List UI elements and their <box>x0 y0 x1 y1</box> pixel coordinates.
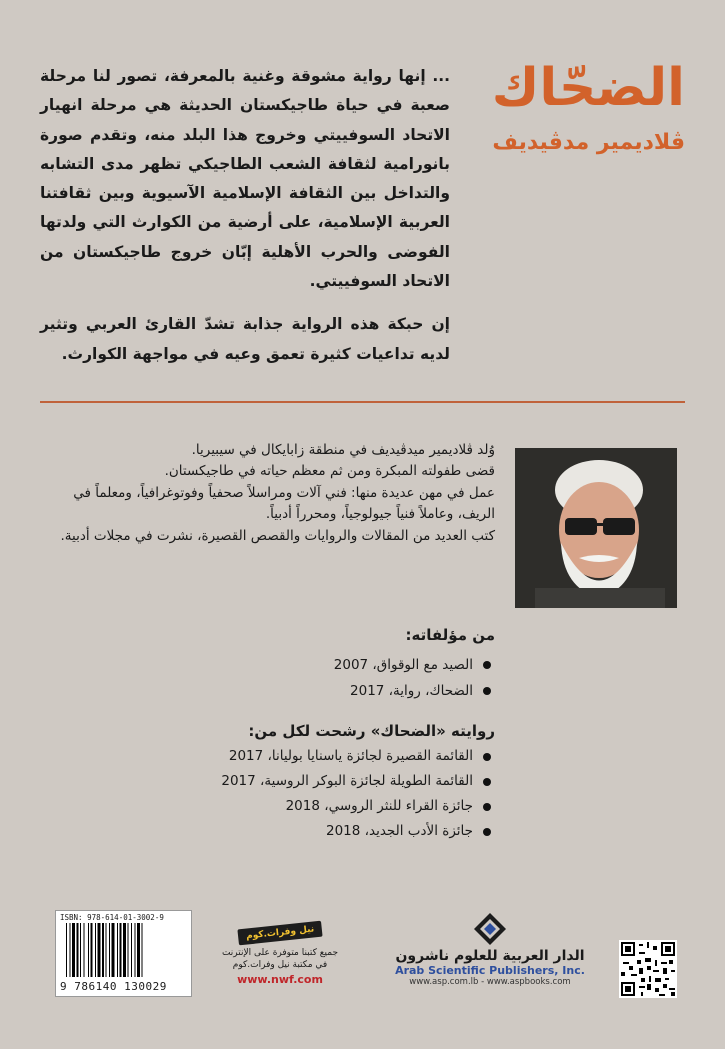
works-heading: من مؤلفاته: <box>405 626 495 644</box>
publisher-name-ar: الدار العربية للعلوم ناشرون <box>395 948 585 964</box>
award-item: جائزة الأدب الجديد، 2018 <box>55 819 495 844</box>
award-item: جائزة القراء للنثر الروسي، 2018 <box>55 794 495 819</box>
section-divider <box>40 401 685 403</box>
bio-line: قضى طفولته المبكرة ومن ثم معظم حياته في طاجيكستان. <box>164 463 495 480</box>
barcode-bars <box>66 923 181 977</box>
bio-line: عمل في مهن عديدة منها: فني آلات ومراسلاً صحفياً وفوتوغرافياً، ومعلماً في الريف، وعاملاً فنياً جيولوجياً، ومحرراً أدبياً. <box>73 484 495 523</box>
author-name: ڤلاديمير مدڤيديف <box>492 130 685 155</box>
author-photo <box>515 448 677 608</box>
isbn-barcode <box>55 910 192 997</box>
publisher-block <box>395 912 585 987</box>
bio-line: كتب العديد من المقالات والروايات والقصص القصيرة، نشرت في مجلات أدبية. <box>60 527 495 544</box>
award-item: القائمة القصيرة لجائزة ياسنايا بوليانا، 2017 <box>55 744 495 769</box>
nwf-promo <box>215 920 345 986</box>
award-item: القائمة الطويلة لجائزة البوكر الروسية، 2017 <box>55 769 495 794</box>
nwf-url: www.nwf.com <box>237 973 323 986</box>
awards-list <box>55 722 495 844</box>
author-bio <box>55 440 495 547</box>
nwf-logo: نيل وفرات.كوم <box>237 921 323 946</box>
bio-line: وُلد ڤلاديمير ميدڤيديف في منطقة زابايكال في سيبيريا. <box>191 442 495 458</box>
works-item: الضحاك، رواية، 2017 <box>55 678 495 704</box>
blurb-paragraph-2: إن حبكة هذه الرواية جذابة تشدّ القارئ العربي وتثير لديه تداعيات كثيرة تعمق وعيه في مواجهة الكوارث. <box>40 315 450 363</box>
awards-heading: روايته «الضحاك» رشحت لكل من: <box>248 722 495 740</box>
back-cover-blurb <box>40 62 450 383</box>
blurb-paragraph-1: ... إنها رواية مشوقة وغنية بالمعرفة، تصور لنا مرحلة صعبة في حياة طاجيكستان الحديثة هي مرحلة انهيار الاتحاد السوفييتي وخروج هذا البلد منه، وتقدم صورة بانورامية لثقافة الشعب الطاجيكي تظهر مدى التشابه والتداخل بين الثقافة الإسلامية الآسيوية وبين ثقافتنا العربية الإسلامية، على أرضية من الكوارث التي ولدتها الفوضى والحرب الأهلية إبّان خروج طاجيكستان من الاتحاد السوفييتي. <box>40 67 450 291</box>
isbn-label: ISBN: 978-614-01-3002-9 <box>60 913 164 922</box>
works-item: الصيد مع الوقواق، 2007 <box>55 652 495 678</box>
works-list <box>55 626 495 704</box>
publisher-website: www.asp.com.lb - www.aspbooks.com <box>409 977 571 987</box>
publisher-name-en: Arab Scientific Publishers, Inc. <box>395 964 585 977</box>
publisher-logo-icon <box>473 912 507 946</box>
qr-code-icon <box>619 940 677 998</box>
nwf-text: جميع كتبنا متوفرة على الإنترنت في مكتبة نيل وفرات.كوم <box>221 948 339 970</box>
book-title: الضحّاك <box>491 58 685 118</box>
isbn-number: 9 786140 130029 <box>60 980 167 993</box>
